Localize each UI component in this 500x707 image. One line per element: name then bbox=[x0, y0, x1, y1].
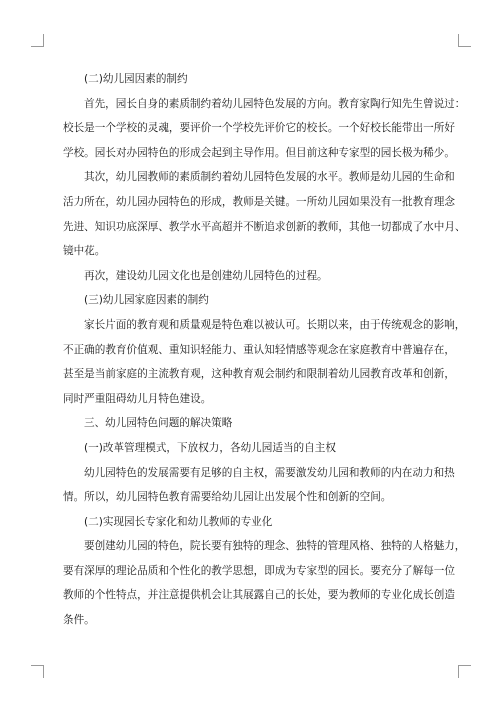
crop-mark-top-right bbox=[458, 34, 471, 47]
paragraph-line: 幼儿园特色的发展需要有足够的自主权，需要激发幼儿园和教师的内在动力和热 bbox=[84, 466, 455, 479]
crop-mark-bottom-right bbox=[458, 665, 471, 678]
section-heading: 三、幼儿园特色问题的解决策略 bbox=[84, 417, 233, 430]
section-heading: (一)改革管理模式，下放权力，各幼儿园适当的自主权 bbox=[84, 441, 336, 454]
paragraph-line: 条件。 bbox=[63, 614, 95, 627]
paragraph-line: 镜中花。 bbox=[63, 245, 106, 258]
section-heading: (三)幼儿园家庭因素的制约 bbox=[84, 294, 209, 307]
paragraph-line: 其次，幼儿园教师的素质制约着幼儿园特色发展的水平。教师是幼儿园的生命和 bbox=[84, 171, 455, 184]
section-heading: (二)幼儿园因素的制约 bbox=[84, 73, 188, 85]
paragraph-line: 活力所在，幼儿园办园特色的形成，教师是关键。一所幼儿园如果没有一批教育理念 bbox=[63, 195, 455, 208]
paragraph-line: 家长片面的教育观和质量观是特色难以被认可。长期以来，由于传统观念的影响， bbox=[84, 318, 466, 331]
paragraph-line: 先进、知识功底深厚、教学水平高超并不断追求创新的教师，其他一切都成了水中月、 bbox=[63, 220, 466, 233]
paragraph-line: 情。所以，幼儿园特色教育需要给幼儿园让出发展个性和创新的空间。 bbox=[63, 491, 392, 504]
paragraph-line: 再次，建设幼儿园文化也是创建幼儿园特色的过程。 bbox=[84, 269, 328, 282]
crop-mark-top-left bbox=[31, 34, 44, 47]
paragraph-line: 学校。园长对办园特色的形成会起到主导作用。但目前这种专家型的园长极为稀少。 bbox=[63, 146, 455, 159]
section-heading: (二)实现园长专家化和幼儿教师的专业化 bbox=[84, 515, 273, 528]
paragraph-line: 首先，园长自身的素质制约着幼儿园特色发展的方向。教育家陶行知先生曾说过： bbox=[84, 97, 466, 110]
paragraph-line: 校长是一个学校的灵魂，要评价一个学校先评价它的校长。一个好校长能带出一所好 bbox=[63, 122, 455, 135]
paragraph-line: 甚至是当前家庭的主流教育观，这种教育观会制约和限制着幼儿园教育改革和创新， bbox=[63, 368, 455, 381]
crop-mark-bottom-left bbox=[31, 665, 44, 678]
document-body bbox=[63, 67, 466, 633]
paragraph-line: 教师的个性特点，并注意提供机会让其展露自己的长处，要为教师的专业化成长创造 bbox=[63, 589, 455, 602]
paragraph-line: 不正确的教育价值观、重知识轻能力、重认知轻情感等观念在家庭教育中普遍存在， bbox=[63, 343, 455, 356]
paragraph-line: 要有深厚的理论品质和个性化的教学思想，即成为专家型的园长。要充分了解每一位 bbox=[63, 564, 455, 577]
paragraph-line: 要创建幼儿园的特色，院长要有独特的理念、独特的管理风格、独特的人格魅力， bbox=[84, 540, 466, 553]
paragraph-line: 同时严重阻碍幼儿月特色建设。 bbox=[63, 392, 212, 405]
